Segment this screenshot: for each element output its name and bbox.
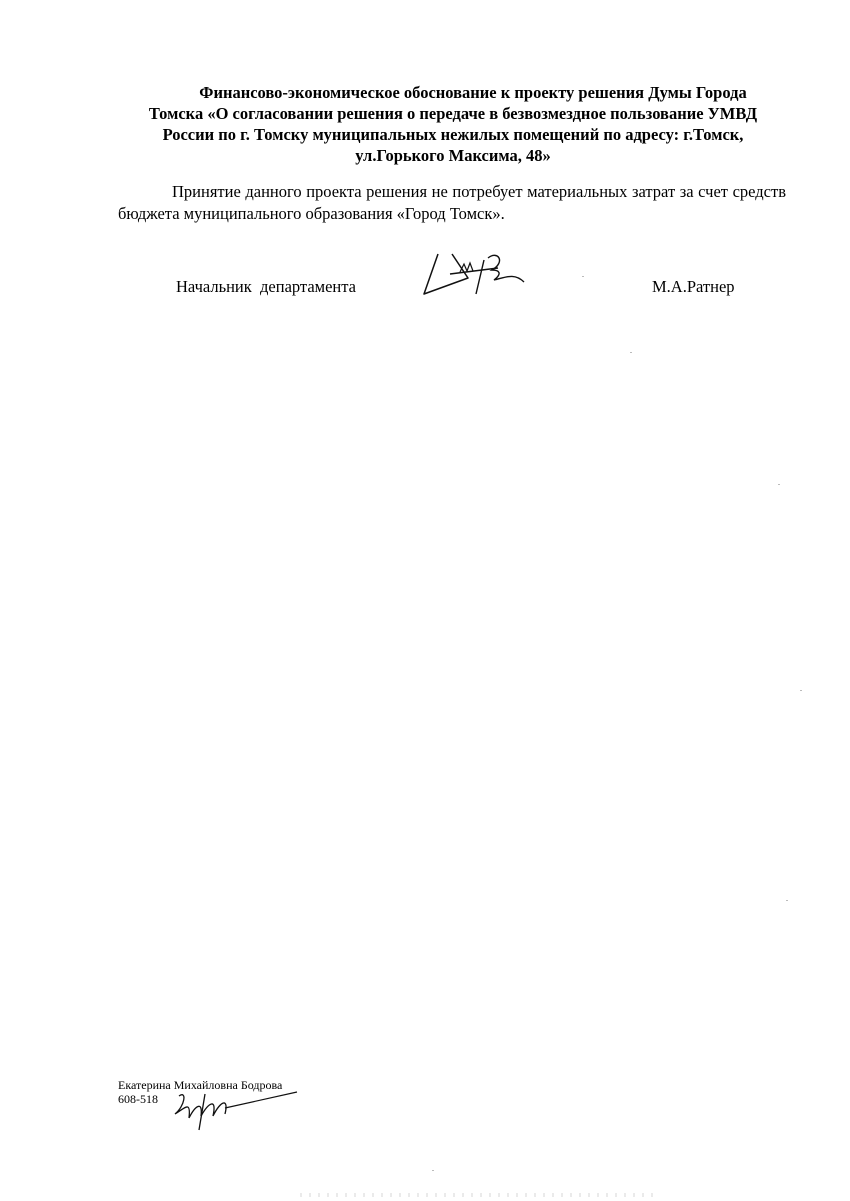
executor-phone: 608-518 (118, 1092, 158, 1106)
scan-speck (432, 1170, 434, 1171)
title-line-2: Томска «О согласовании решения о передаче в безвозмездное пользование УМВД (148, 104, 758, 123)
scan-speck (778, 484, 780, 485)
document-title (118, 82, 788, 166)
signatory-role: Начальник департамента (176, 277, 357, 296)
title-line-3: России по г. Томску муниципальных нежилых помещений по адресу: г.Томск, (162, 125, 744, 144)
signer-name: М.А.Ратнер (652, 277, 735, 296)
title-line-4: ул.Горького Максима, 48» (355, 146, 551, 165)
scan-speck (630, 352, 632, 353)
scan-speck (582, 276, 584, 277)
body-paragraph: Принятие данного проекта решения не потребует материальных затрат за счет средств бюджета муниципального образования «Город Томск». (118, 182, 786, 223)
scan-speck (800, 690, 802, 691)
title-line-1: Финансово-экономическое обоснование к проекту решения Думы Города (199, 83, 747, 102)
scan-speck (786, 900, 788, 901)
scan-noise-strip (300, 1193, 660, 1197)
executor-name: Екатерина Михайловна Бодрова (118, 1078, 283, 1092)
executor-signature (165, 1086, 305, 1134)
handwritten-signature (420, 244, 532, 300)
